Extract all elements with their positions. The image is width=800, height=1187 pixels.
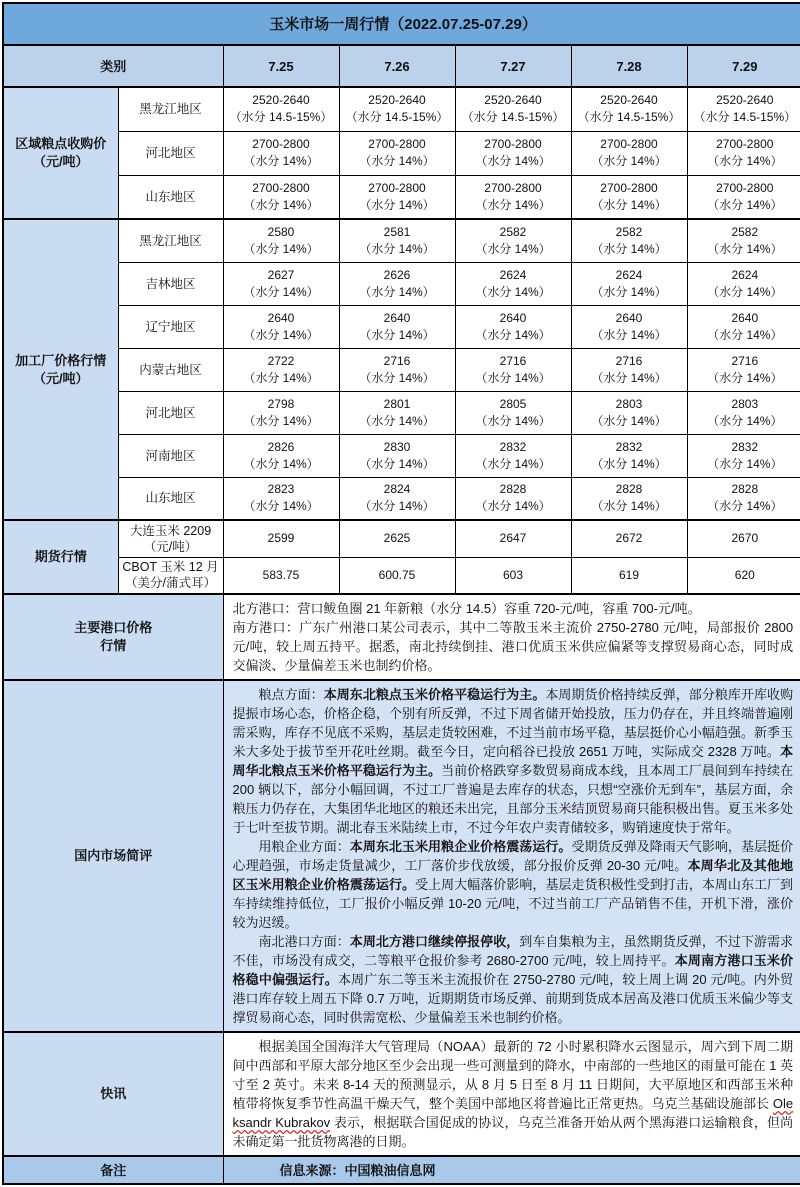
price-cell: 2625 (339, 520, 455, 557)
price-sections-body (3, 87, 800, 594)
section-label: 区域粮点收购价 （元/吨） (3, 87, 118, 219)
price-cell: 2716 （水分 14%） (455, 348, 571, 391)
price-cell: 2624 （水分 14%） (687, 262, 800, 305)
price-cell: 619 (571, 557, 687, 594)
section-label-line: 主要港口价格 (74, 620, 153, 635)
price-cell: 2640 （水分 14%） (571, 305, 687, 348)
price-cell: 2520-2640 （水分 14.5-15%） (455, 87, 571, 131)
price-cell: 2828 （水分 14%） (687, 477, 800, 520)
table-row (3, 305, 800, 348)
port-prices-row (3, 594, 800, 680)
table-row (3, 131, 800, 175)
table-row (3, 557, 800, 594)
price-cell: 2832 （水分 14%） (455, 434, 571, 477)
section-label: 加工厂价格行情 （元/吨） (3, 219, 118, 520)
price-cell: 2640 （水分 14%） (339, 305, 455, 348)
price-cell: 2801 （水分 14%） (339, 391, 455, 434)
info-source-text: 信息来源：中国粮油信息网 (223, 1156, 800, 1184)
price-cell: 2700-2800 （水分 14%） (455, 175, 571, 219)
column-header-date: 7.29 (687, 45, 800, 87)
table-title-row (3, 3, 800, 45)
price-cell: 2828 （水分 14%） (455, 477, 571, 520)
domestic-review-text: 粮点方面：本周东北粮点玉米价格平稳运行为主。本周期货价格持续反弹，部分粮库开库收购提振市场心态，价格企稳，个别有所反弹，不过下周省储开始投放，压力仍存在，并且终端普遍刚需采购，库存不见底不采购，基层走货较困难，不过当前市场平稳，基层挺价心小幅趋强。新季玉米大多处于拔节至开花吐丝期。截至今日，定向稻谷已投放 2651 万吨，实际成交 2328 万吨。本周华北粮点玉米价格平稳运行为主。当前价格跌穿多数贸易商成本线，且本周工厂晨间到车持续在 200 辆以下，部分小幅回调，不过工厂普遍是去库存的状态，只想“空涨价无到车”，基层方面，余粮压力仍存在，大集团华北地区的粮还未出完，且部分玉米结顶贸易商只能积极出售。夏玉米多处于七叶至拔节期。湖北春玉米陆续上市，不过今年农户卖青储较多，购销速度快于常年。 用粮企业方面：本周东北玉米用粮企业价格震荡运行。受期货反弹及降雨天气影响，基层挺价心理趋强，市场走货量减少，工厂落价步伐放缓，部分报价反弹 20-30 元/吨。本周华北及其他地区玉米用粮企业价格震荡运行。受上周大幅落价影响，基层走货积极性受到打击，本周山东工厂到车持续维持低位，工厂报价小幅反弹 10-20 元/吨，不过当前工厂产品销售不佳，开机下滑，涨价较为迟缓。 南北港口方面：本周北方港口继续停报停收，到车自集粮为主，虽然期货反弹，不过下游需求不佳，市场没有成交，二等粮平仓报价参考 2680-2700 元/吨，较上周持平。本周南方港口玉米价格稳中偏强运行。本周广东二等玉米主流报价在 2750-2780 元/吨，较上周上调 20 元/吨。内外贸港口库存较上周五下降 0.7 万吨，近期期货市场反弹、前期到货成本居高及港口优质玉米偏少等支撑贸易商心态，同时供需宽松、少量偏差玉米也制约价格。 (223, 680, 800, 1032)
price-cell: 2582 （水分 14%） (687, 219, 800, 262)
price-cell: 2626 （水分 14%） (339, 262, 455, 305)
price-cell: 2823 （水分 14%） (223, 477, 339, 520)
row-label: 大连玉米 2209 （元/吨） (118, 520, 223, 557)
price-cell: 2700-2800 （水分 14%） (687, 175, 800, 219)
price-cell: 2700-2800 （水分 14%） (223, 131, 339, 175)
column-header-date: 7.25 (223, 45, 339, 87)
price-cell: 2828 （水分 14%） (571, 477, 687, 520)
price-cell: 2700-2800 （水分 14%） (339, 131, 455, 175)
price-cell: 2672 (571, 520, 687, 557)
section-label-remark: 备注 (3, 1156, 223, 1184)
price-cell: 2640 （水分 14%） (687, 305, 800, 348)
price-cell: 603 (455, 557, 571, 594)
price-cell: 2700-2800 （水分 14%） (455, 131, 571, 175)
section-label: 期货行情 (3, 520, 118, 594)
price-cell: 2716 （水分 14%） (687, 348, 800, 391)
news-flash-row (3, 1032, 800, 1156)
price-cell: 2716 （水分 14%） (571, 348, 687, 391)
price-cell: 2700-2800 （水分 14%） (571, 175, 687, 219)
price-cell: 2647 (455, 520, 571, 557)
port-prices-text: 北方港口：营口鲅鱼圈 21 年新粮（水分 14.5）容重 720-元/吨，容重 700-元/吨。 南方港口：广东广州港口某公司表示，其中二等散玉米主流价 2750-2780 元/吨，局部报价 2800 元/吨，较上周五持平。据悉，南北持续倒挂、港口优质玉米供应偏紧等支撑贸易商心态，同时成交偏淡、少量偏差玉米也制约价格。 (223, 594, 800, 680)
column-header-date: 7.26 (339, 45, 455, 87)
price-cell: 2599 (223, 520, 339, 557)
price-cell: 2624 （水分 14%） (571, 262, 687, 305)
price-cell: 2826 （水分 14%） (223, 434, 339, 477)
price-cell: 2700-2800 （水分 14%） (339, 175, 455, 219)
price-cell: 2700-2800 （水分 14%） (687, 131, 800, 175)
table-row (3, 391, 800, 434)
price-cell: 2830 （水分 14%） (339, 434, 455, 477)
section-label-ports (3, 594, 223, 680)
price-cell: 2700-2800 （水分 14%） (223, 175, 339, 219)
table-row (3, 477, 800, 520)
section-label-news-flash: 快讯 (3, 1032, 223, 1156)
price-cell: 2803 （水分 14%） (687, 391, 800, 434)
price-cell: 2722 （水分 14%） (223, 348, 339, 391)
table-row (3, 434, 800, 477)
price-cell: 2582 （水分 14%） (571, 219, 687, 262)
price-cell: 620 (687, 557, 800, 594)
price-cell: 2520-2640 （水分 14.5-15%） (571, 87, 687, 131)
price-cell: 2670 (687, 520, 800, 557)
price-cell: 2798 （水分 14%） (223, 391, 339, 434)
price-cell: 2640 （水分 14%） (223, 305, 339, 348)
table-header-row (3, 45, 800, 87)
page-title: 玉米市场一周行情（2022.07.25-07.29） (3, 3, 800, 45)
row-label: 河北地区 (118, 131, 223, 175)
column-header-date: 7.27 (455, 45, 571, 87)
price-cell: 2580 （水分 14%） (223, 219, 339, 262)
remark-row (3, 1156, 800, 1184)
section-label-line: 行情 (100, 638, 127, 653)
row-label: 黑龙江地区 (118, 219, 223, 262)
row-label: CBOT 玉米 12 月 （美分/蒲式耳） (118, 557, 223, 594)
price-cell: 2716 （水分 14%） (339, 348, 455, 391)
corn-market-report (0, 2, 800, 1185)
table-row (3, 348, 800, 391)
price-cell: 2832 （水分 14%） (571, 434, 687, 477)
table-row (3, 262, 800, 305)
row-label: 山东地区 (118, 175, 223, 219)
price-cell: 2832 （水分 14%） (687, 434, 800, 477)
table-row (3, 87, 800, 131)
head-body (3, 3, 800, 87)
row-label: 河南地区 (118, 434, 223, 477)
row-label: 内蒙古地区 (118, 348, 223, 391)
price-cell: 600.75 (339, 557, 455, 594)
price-cell: 583.75 (223, 557, 339, 594)
price-cell: 2520-2640 （水分 14.5-15%） (339, 87, 455, 131)
price-cell: 2824 （水分 14%） (339, 477, 455, 520)
row-label: 吉林地区 (118, 262, 223, 305)
price-cell: 2520-2640 （水分 14.5-15%） (687, 87, 800, 131)
row-label: 黑龙江地区 (118, 87, 223, 131)
news-flash-text: 根据美国全国海洋大气管理局（NOAA）最新的 72 小时累积降水云图显示，周六到下周二期间中西部和平原大部分地区至少会出现一些可测量到的降水，中南部的一些地区的雨量可能在 1 英寸至 2 英寸。未来 8-14 天的预测显示，从 8 月 5 日至 8 月 11 日期间，大平原地区和西部玉米种植带将恢复季节性高温干燥天气，整个美国中部地区将普遍比正常更热。乌克兰基础设施部长 Oleksandr Kubrakov 表示，根据联合国促成的协议，乌克兰准备开始从两个黑海港口运输粮食，但尚未确定第一批货物离港的日期。 (223, 1032, 800, 1156)
corn-market-table (2, 2, 800, 1185)
column-header-date: 7.28 (571, 45, 687, 87)
row-label: 山东地区 (118, 477, 223, 520)
domestic-review-row (3, 680, 800, 1032)
row-label: 辽宁地区 (118, 305, 223, 348)
price-cell: 2581 （水分 14%） (339, 219, 455, 262)
table-row (3, 175, 800, 219)
column-header-category: 类别 (3, 45, 223, 87)
table-row (3, 219, 800, 262)
text-sections-body (3, 594, 800, 1184)
price-cell: 2803 （水分 14%） (571, 391, 687, 434)
price-cell: 2520-2640 （水分 14.5-15%） (223, 87, 339, 131)
price-cell: 2627 （水分 14%） (223, 262, 339, 305)
price-cell: 2805 （水分 14%） (455, 391, 571, 434)
price-cell: 2582 （水分 14%） (455, 219, 571, 262)
row-label: 河北地区 (118, 391, 223, 434)
price-cell: 2700-2800 （水分 14%） (571, 131, 687, 175)
price-cell: 2640 （水分 14%） (455, 305, 571, 348)
table-row (3, 520, 800, 557)
section-label-domestic-review: 国内市场简评 (3, 680, 223, 1032)
price-cell: 2624 （水分 14%） (455, 262, 571, 305)
